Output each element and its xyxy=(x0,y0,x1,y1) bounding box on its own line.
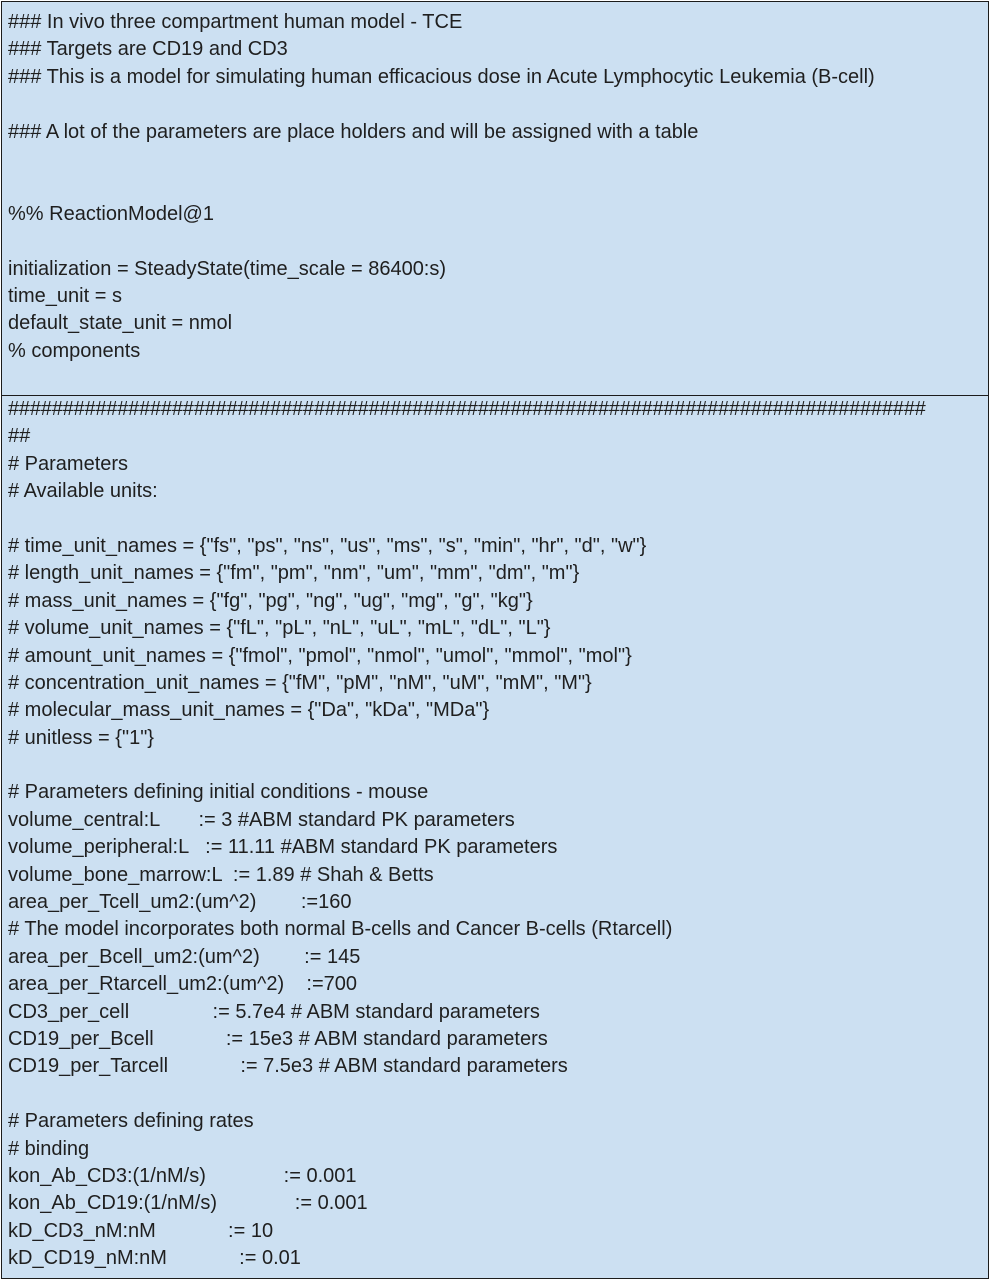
code-line: # mass_unit_names = {"fg", "pg", "ng", "ug", "mg", "g", "kg"} xyxy=(8,589,533,612)
code-line xyxy=(2,91,988,118)
code-line: # unitless = {"1"} xyxy=(8,726,154,749)
code-line: # volume_unit_names = {"fL", "pL", "nL", "uL", "mL", "dL", "L"} xyxy=(8,617,551,640)
code-line: # amount_unit_names = {"fmol", "pmol", "nmol", "umol", "mmol", "mol"} xyxy=(8,644,632,667)
code-line: volume_peripheral:L := 11.11 #ABM standard PK parameters xyxy=(8,836,558,859)
code-line: ### In vivo three compartment human model - TCE xyxy=(8,11,463,33)
code-line xyxy=(2,173,988,200)
code-line: volume_central:L := 3 #ABM standard PK parameters xyxy=(8,808,515,831)
parameters-lines xyxy=(2,396,988,1273)
code-line: %% ReactionModel@1 xyxy=(8,202,214,225)
code-line: volume_bone_marrow:L := 1.89 # Shah & Betts xyxy=(8,863,434,886)
code-line: area_per_Rtarcell_um2:(um^2) :=700 xyxy=(8,973,358,996)
header-lines xyxy=(2,2,988,365)
code-line: # Available units: xyxy=(8,480,158,503)
code-line xyxy=(2,228,988,255)
code-line xyxy=(2,146,988,173)
code-line: kD_CD19_nM:nM := 0.01 xyxy=(8,1247,301,1270)
code-line: % components xyxy=(8,339,141,362)
parameters-code-block xyxy=(2,396,988,1278)
code-line: kD_CD3_nM:nM := 10 xyxy=(8,1219,274,1242)
code-line: # Parameters defining rates xyxy=(8,1110,254,1133)
code-line: # molecular_mass_unit_names = {"Da", "kDa", "MDa"} xyxy=(8,699,490,722)
code-line xyxy=(2,1081,988,1108)
code-line: kon_Ab_CD3:(1/nM/s) := 0.001 xyxy=(8,1164,357,1187)
code-line: ### Targets are CD19 and CD3 xyxy=(8,38,288,61)
code-line: time_unit = s xyxy=(8,284,122,307)
code-line xyxy=(2,752,988,779)
code-line: initialization = SteadyState(time_scale = 86400:s) xyxy=(8,257,447,280)
code-line: CD19_per_Tarcell := 7.5e3 # ABM standard parameters xyxy=(8,1055,568,1078)
code-line xyxy=(2,506,988,533)
code-document xyxy=(1,1,989,1279)
code-line: ### This is a model for simulating human efficacious dose in Acute Lymphocytic Leukemia (B-cell) xyxy=(8,65,875,88)
code-line: # The model incorporates both normal B-cells and Cancer B-cells (Rtarcell) xyxy=(8,918,673,941)
code-line: # Parameters defining initial conditions - mouse xyxy=(8,781,429,804)
code-line: # binding xyxy=(8,1137,90,1160)
code-line: CD19_per_Bcell := 15e3 # ABM standard parameters xyxy=(8,1027,548,1050)
code-line: ## xyxy=(8,425,31,448)
code-line: # time_unit_names = {"fs", "ps", "ns", "us", "ms", "s", "min", "hr", "d", "w"} xyxy=(8,534,647,557)
code-line: kon_Ab_CD19:(1/nM/s) := 0.001 xyxy=(8,1192,368,1215)
code-line: area_per_Bcell_um2:(um^2) := 145 xyxy=(8,945,361,968)
code-line: default_state_unit = nmol xyxy=(8,312,233,335)
code-line: area_per_Tcell_um2:(um^2) :=160 xyxy=(8,891,352,914)
hash-rule-line: #################################################################################### xyxy=(8,398,926,420)
code-line: ### A lot of the parameters are place holders and will be assigned with a table xyxy=(8,120,699,143)
header-code-block xyxy=(2,2,988,396)
code-line: # length_unit_names = {"fm", "pm", "nm", "um", "mm", "dm", "m"} xyxy=(8,562,580,585)
code-line: # Parameters xyxy=(8,452,129,475)
code-line: CD3_per_cell := 5.7e4 # ABM standard parameters xyxy=(8,1000,540,1023)
code-line: # concentration_unit_names = {"fM", "pM", "nM", "uM", "mM", "M"} xyxy=(8,671,592,694)
